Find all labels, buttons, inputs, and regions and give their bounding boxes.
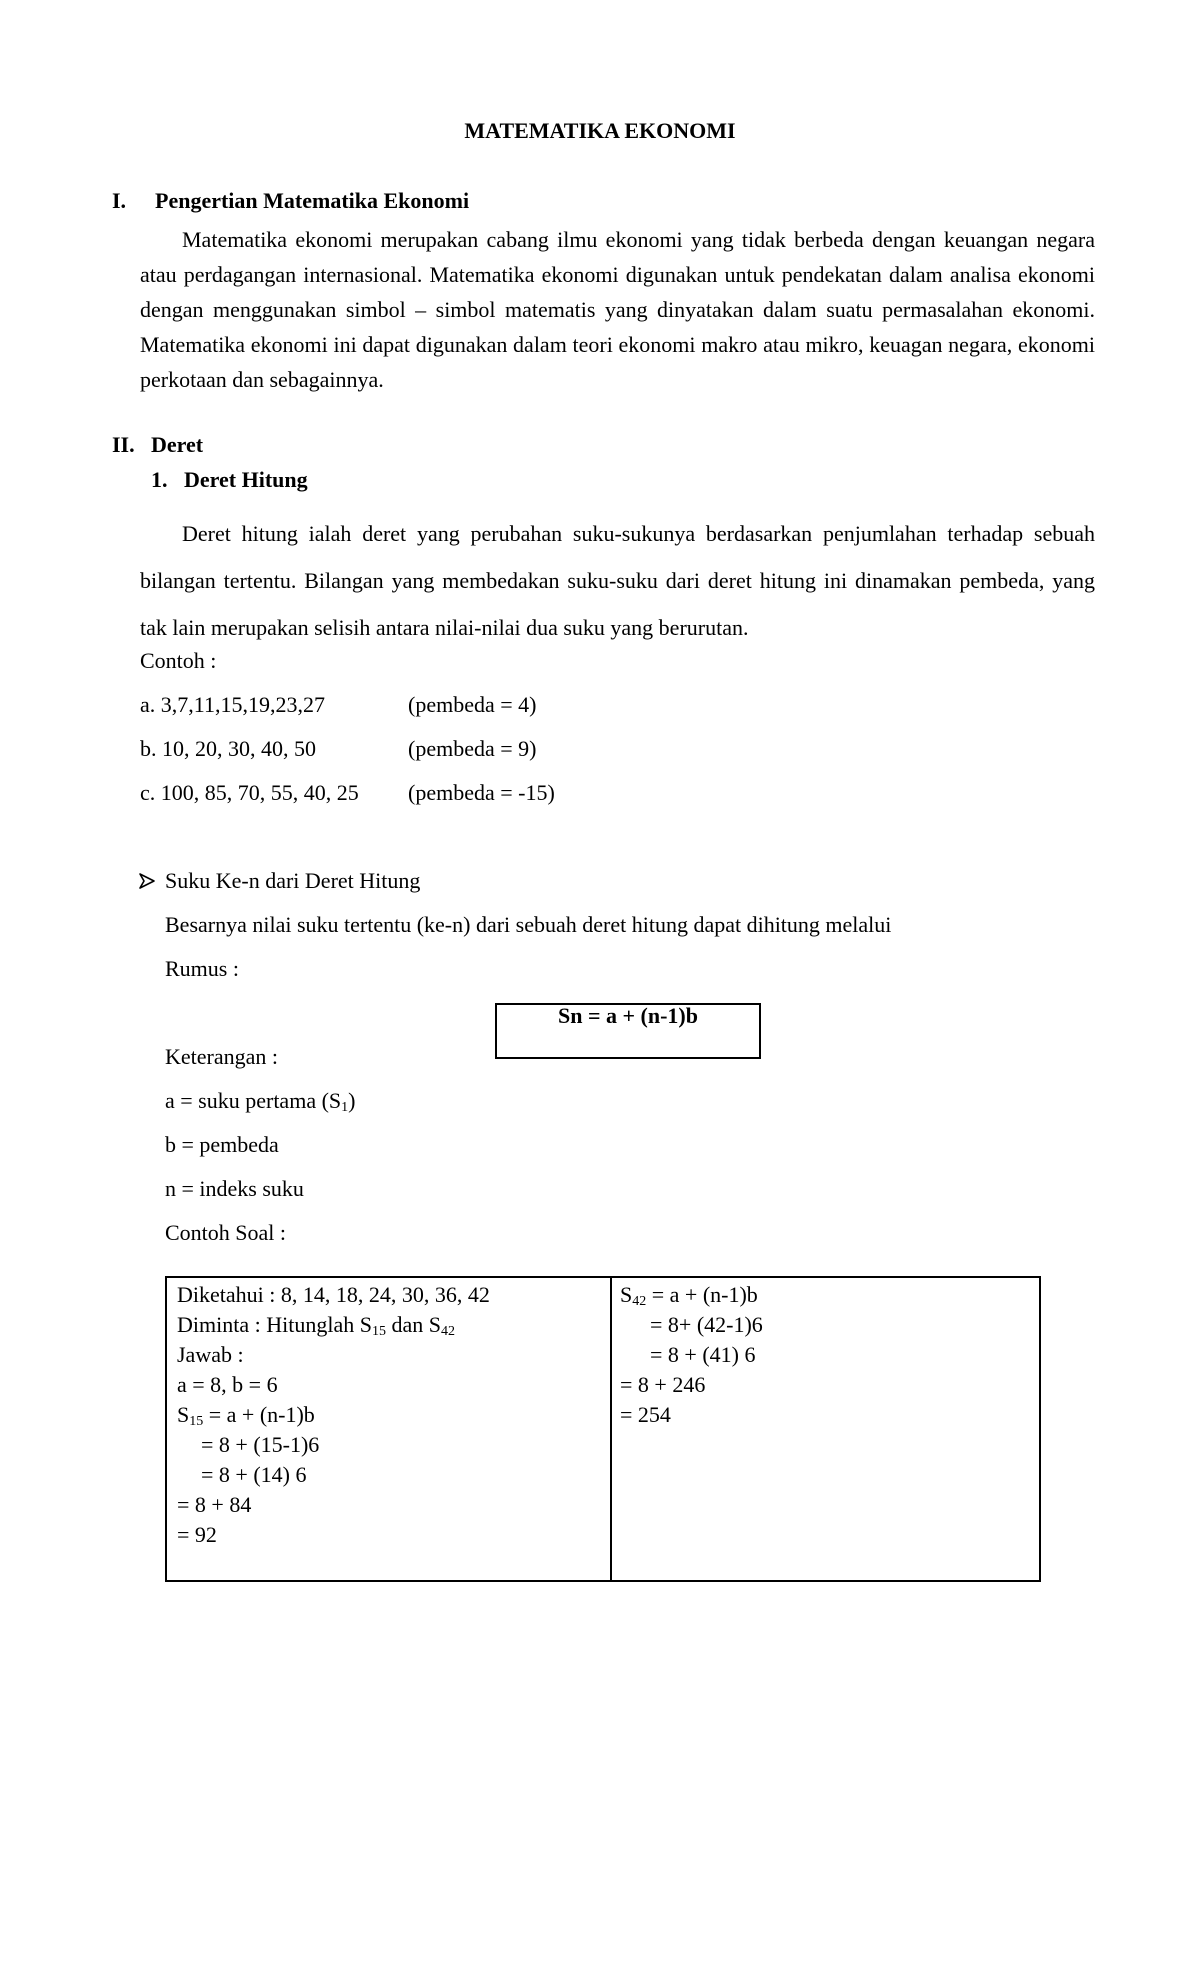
- contoh-label: Contoh :: [140, 648, 217, 673]
- diminta-text: Diminta : Hitunglah S: [177, 1312, 372, 1337]
- bullet-text: Besarnya nilai suku tertentu (ke-n) dari sebuah deret hitung dapat dihitung melalui: [165, 912, 892, 937]
- subsection-1-paragraph: Deret hitung ialah deret yang perubahan suku-sukunya berdasarkan penjumlahan terhadap sebuah bilangan tertentu. Bilangan yang membedakan suku-suku dari deret hitung ini dinamakan pembeda, yang tak lain merupakan selisih antara nilai-nilai dua suku yang berurutan.: [140, 521, 1095, 640]
- keterangan-a-subscript: 1: [341, 1100, 349, 1115]
- section-1-paragraph: Matematika ekonomi merupakan cabang ilmu ekonomi yang tidak berbeda dengan keuangan negara atau perdagangan internasional. Matematika ekonomi digunakan untuk pendekatan dalam analisa ekonomi dengan menggunakan simbol – simbol matematis yang dinyatakan dalam suatu permasalahan ekonomi. Matematika ekonomi ini dapat digunakan dalam teori ekonomi makro atau mikro, keuagan negara, ekonomi perkotaan dan sebagainnya.: [140, 227, 1095, 392]
- example-a-note: (pembeda = 4): [408, 692, 537, 717]
- bullet-heading: Suku Ke-n dari Deret Hitung: [165, 868, 421, 893]
- keterangan-a: [165, 1088, 355, 1114]
- diminta-mid: dan S: [385, 1312, 441, 1337]
- right-result: = 254: [620, 1402, 671, 1427]
- s15-formula-text: = a + (n-1)b: [208, 1402, 315, 1427]
- left-diminta: [177, 1312, 455, 1338]
- left-s15-formula: [177, 1402, 315, 1428]
- keterangan-label: Keterangan :: [165, 1044, 278, 1069]
- s15-label: S: [177, 1402, 190, 1427]
- left-jawab: Jawab :: [177, 1342, 244, 1367]
- formula-text: Sn = a + (n-1)b: [558, 1003, 698, 1028]
- left-result: = 92: [177, 1522, 217, 1547]
- s42-formula-text: = a + (n-1)b: [646, 1282, 758, 1307]
- left-step2: = 8 + (14) 6: [201, 1462, 307, 1487]
- left-step1: = 8 + (15-1)6: [201, 1432, 320, 1457]
- keterangan-n: n = indeks suku: [165, 1176, 304, 1201]
- keterangan-a-close: ): [348, 1088, 356, 1113]
- subsection-1-number: 1.: [151, 467, 168, 492]
- rumus-label: Rumus :: [165, 956, 239, 981]
- example-table: [165, 1276, 1041, 1582]
- s15-subscript: 15: [189, 1414, 204, 1429]
- section-2-number: II.: [112, 432, 135, 457]
- arrow-bullet-icon: [138, 872, 156, 890]
- contoh-soal-label: Contoh Soal :: [165, 1220, 287, 1245]
- right-s42-formula: [620, 1282, 758, 1308]
- section-2-heading: Deret: [151, 432, 204, 457]
- section-1-heading: Pengertian Matematika Ekonomi: [155, 188, 470, 213]
- example-b-series: b. 10, 20, 30, 40, 50: [140, 736, 316, 761]
- diminta-sub-42: 42: [440, 1324, 455, 1339]
- s42-subscript: 42: [632, 1294, 647, 1309]
- formula-box: [495, 1003, 761, 1059]
- example-b-note: (pembeda = 9): [408, 736, 537, 761]
- right-step3: = 8 + 246: [620, 1372, 706, 1397]
- section-1-number: I.: [112, 188, 127, 213]
- s42-label: S: [620, 1282, 633, 1307]
- left-step3: = 8 + 84: [177, 1492, 252, 1517]
- document-title: MATEMATIKA EKONOMI: [464, 118, 736, 143]
- example-a-series: a. 3,7,11,15,19,23,27: [140, 692, 325, 717]
- left-given: a = 8, b = 6: [177, 1372, 278, 1397]
- keterangan-b: b = pembeda: [165, 1132, 279, 1157]
- diminta-sub-15: 15: [371, 1324, 386, 1339]
- example-c-note: (pembeda = -15): [408, 780, 555, 805]
- left-diketahui: Diketahui : 8, 14, 18, 24, 30, 36, 42: [177, 1282, 490, 1307]
- keterangan-a-text: a = suku pertama (S: [165, 1088, 342, 1113]
- subsection-1-heading: Deret Hitung: [184, 467, 308, 492]
- example-c-series: c. 100, 85, 70, 55, 40, 25: [140, 780, 359, 805]
- table-divider: [610, 1278, 612, 1580]
- right-step2: = 8 + (41) 6: [650, 1342, 756, 1367]
- right-step1: = 8+ (42-1)6: [650, 1312, 763, 1337]
